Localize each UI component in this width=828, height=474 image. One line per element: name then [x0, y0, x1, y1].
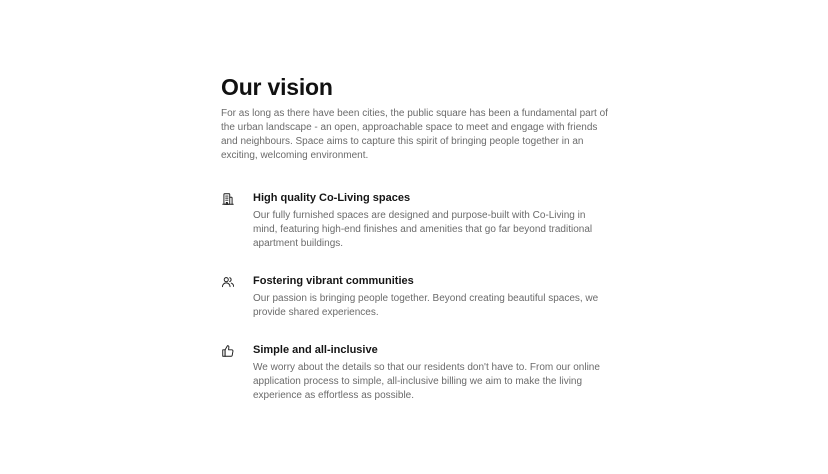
vision-section — [221, 72, 611, 426]
feature-title: Simple and all-inclusive — [253, 344, 378, 356]
feature-body — [253, 343, 611, 403]
feature-body — [253, 274, 611, 320]
feature-item-communities — [221, 274, 611, 320]
intro-paragraph: For as long as there have been cities, the public square has been a fundamental part of the urban landscape - an open, approachable space to meet and engage with friends and neighbours. Space aims to capture this spirit of bringing people together in an exciting, welcoming environment. — [221, 108, 608, 161]
building-icon — [221, 191, 253, 206]
feature-item-coliving — [221, 191, 611, 251]
feature-title: High quality Co-Living spaces — [253, 192, 411, 204]
feature-description: We worry about the details so that our residents don't have to. From our online application process to simple, all-inclusive billing we aim to make the living experience as effortless as possible. — [253, 362, 600, 401]
feature-description: Our passion is bringing people together. Beyond creating beautiful spaces, we provide shared experiences. — [253, 293, 599, 318]
feature-description: Our fully furnished spaces are designed and purpose-built with Co-Living in mind, featuring high-end finishes and amenities that go far beyond traditional apartment buildings. — [253, 210, 593, 249]
thumbs-up-icon — [221, 343, 253, 358]
feature-item-all-inclusive — [221, 343, 611, 403]
feature-title: Fostering vibrant communities — [253, 275, 414, 287]
feature-list — [221, 191, 611, 403]
section-title: Our vision — [221, 74, 333, 100]
users-icon — [221, 274, 253, 289]
feature-body — [253, 191, 611, 251]
